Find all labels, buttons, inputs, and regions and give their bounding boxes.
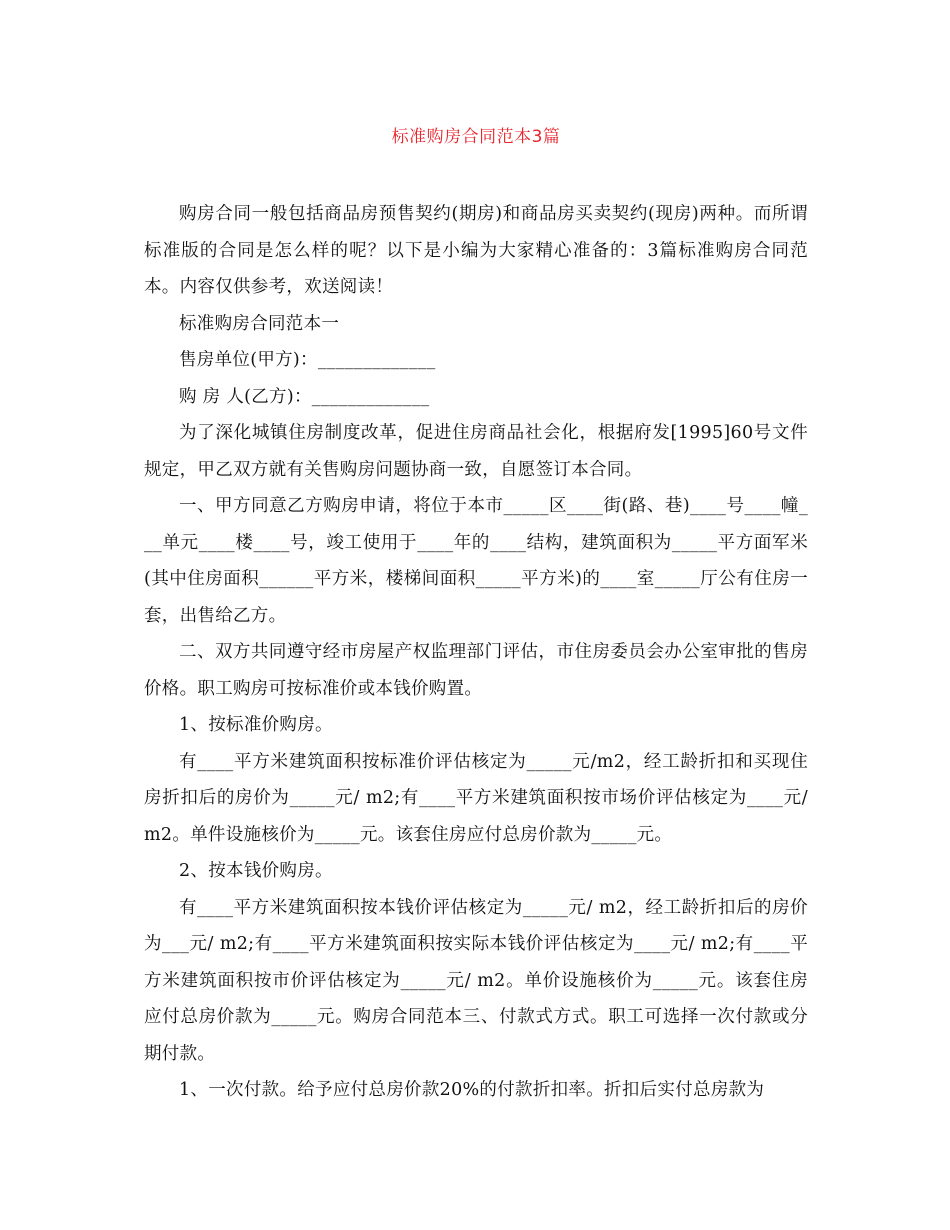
paragraph-preamble: 为了深化城镇住房制度改革，促进住房商品社会化，根据府发[1995]60号文件规定，甲乙双方就有关售购房问题协商一致，自愿签订本合同。 [144, 423, 808, 480]
document-title: 标准购房合同范本3篇 [391, 127, 561, 147]
document-body [144, 196, 808, 1109]
paragraph-buyer: 购 房 人(乙方)：_____________ [179, 386, 430, 407]
paragraph-cost-price: 有____平方米建筑面积按本钱价评估核定为_____元/ m2，经工龄折扣后的房价为___元/ m2;有____平方米建筑面积按实际本钱价评估核定为____元/ m2;有____平方米建筑面积按市价评估核定为_____元/ m2。单价设施核价为_____元。该套住房应付总房价款为_____元。购房合同范本三、付款式方式。职工可选择一次付款或分期付款。 [144, 897, 808, 1064]
paragraph-clause-one: 一、甲方同意乙方购房申请，将位于本市_____区____街(路、巷)____号____幢___单元____楼____号，竣工使用于____年的____结构，建筑面积为_____平方面军米(其中住房面积______平方米，楼梯间面积_____平方米)的____室_____厅公有住房一套，出售给乙方。 [144, 496, 808, 626]
paragraph-intro: 购房合同一般包括商品房预售契约(期房)和商品房买卖契约(现房)两种。而所谓标准版的合同是怎么样的呢？以下是小编为大家精心准备的：3篇标准购房合同范本。内容仅供参考，欢送阅读！ [144, 204, 808, 297]
paragraph-cost-price-heading: 2、按本钱价购房。 [179, 861, 333, 881]
paragraph-standard-price-heading: 1、按标准价购房。 [179, 715, 333, 735]
paragraph-standard-price: 有____平方米建筑面积按标准价评估核定为_____元/m2，经工龄折扣和买现住房折扣后的房价为_____元/ m2;有____平方米建筑面积按市场价评估核定为____元/ m2。单件设施核价为_____元。该套住房应付总房价款为_____元。 [144, 751, 808, 845]
paragraph-lump-sum-payment: 1、一次付款。给予应付总房价款20%的付款折扣率。折扣后实付总房款为 [179, 1080, 765, 1100]
paragraph-clause-two: 二、双方共同遵守经市房屋产权监理部门评估，市住房委员会办公室审批的售房价格。职工购房可按标准价或本钱价购置。 [144, 642, 808, 699]
paragraph-seller: 售房单位(甲方)：_____________ [179, 350, 436, 370]
paragraph-heading-sample-one: 标准购房合同范本一 [179, 313, 340, 334]
